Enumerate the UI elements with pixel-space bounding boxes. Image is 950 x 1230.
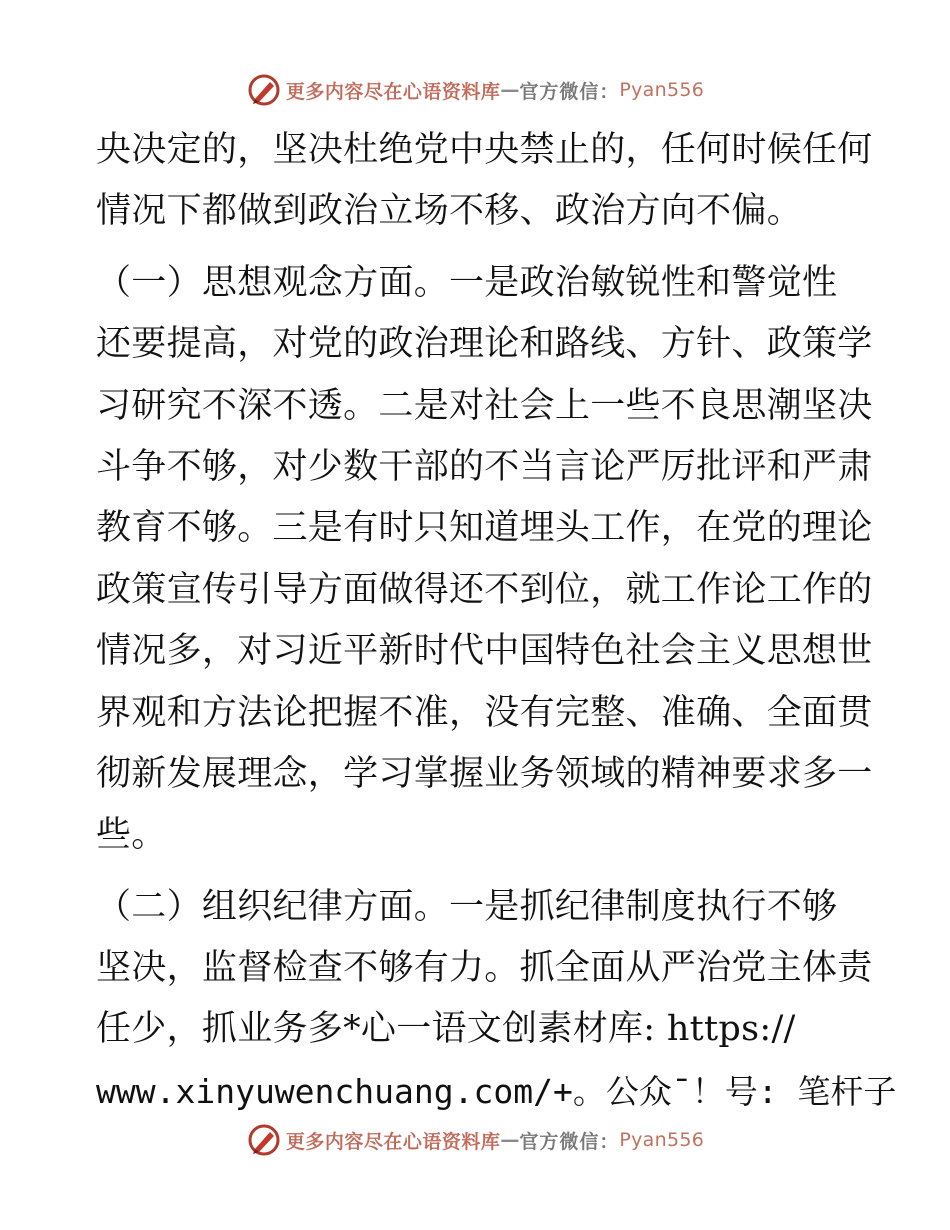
paragraph-2 xyxy=(96,253,873,867)
text-line: 习研究不深不透。二是对社会上一些不良思潮坚决 xyxy=(96,385,873,426)
banner-wechat-label: 官方微信： xyxy=(519,1130,620,1153)
banner-main-text: 更多内容尽在心语资料库 xyxy=(285,80,501,103)
paragraph-3 xyxy=(96,877,897,1123)
text-line: 界观和方法论把握不准，没有完整、准确、全面贯 xyxy=(96,692,873,733)
banner-wechat-label: 官方微信： xyxy=(519,80,620,103)
paragraph-1 xyxy=(96,120,873,243)
text-line: 情况多，对习近平新时代中国特色社会主义思想世 xyxy=(96,631,873,672)
header-watermark-banner xyxy=(0,70,950,110)
text-line: 政策宣传引导方面做得还不到位，就工作论工作的 xyxy=(96,569,873,610)
section-heading-line: （二）组织纪律方面。一是抓纪律制度执行不够 xyxy=(96,886,838,927)
text-line: 坚决，监督检查不够有力。抓全面从严治党主体责 xyxy=(96,948,873,989)
pen-logo-icon xyxy=(246,1122,282,1158)
text-line: 斗争不够，对少数干部的不当言论严厉批评和严肃 xyxy=(96,446,873,487)
text-line: 情况下都做到政治立场不移、政治方向不偏。 xyxy=(96,191,803,232)
footer-watermark-banner xyxy=(0,1120,950,1160)
text-line: 央决定的，坚决杜绝党中央禁止的，任何时候任何 xyxy=(96,130,873,170)
banner-separator: — xyxy=(500,79,520,101)
section-heading-line: （一）思想观念方面。一是政治敏锐性和警觉性 xyxy=(96,262,838,303)
text-line-url: www.xinyuwenchuang.com/+。公众¯！号: 笔杆子 xyxy=(96,1071,897,1111)
text-line: 还要提高，对党的政治理论和路线、方针、政策学 xyxy=(96,324,873,365)
text-line: 彻新发展理念，学习掌握业务领域的精神要求多一 xyxy=(96,753,873,794)
text-line: 教育不够。三是有时只知道埋头工作，在党的理论 xyxy=(96,508,873,549)
banner-separator: — xyxy=(500,1129,520,1151)
pen-logo-icon xyxy=(246,72,282,108)
banner-wechat-id: Pyan556 xyxy=(619,79,705,101)
banner-wechat-id: Pyan556 xyxy=(619,1129,705,1151)
document-body xyxy=(96,120,897,1122)
banner-main-text: 更多内容尽在心语资料库 xyxy=(285,1130,501,1153)
text-line: 任少，抓业务多*心一语文创素材库: https:// xyxy=(96,1009,796,1050)
text-line: 些。 xyxy=(96,815,167,856)
